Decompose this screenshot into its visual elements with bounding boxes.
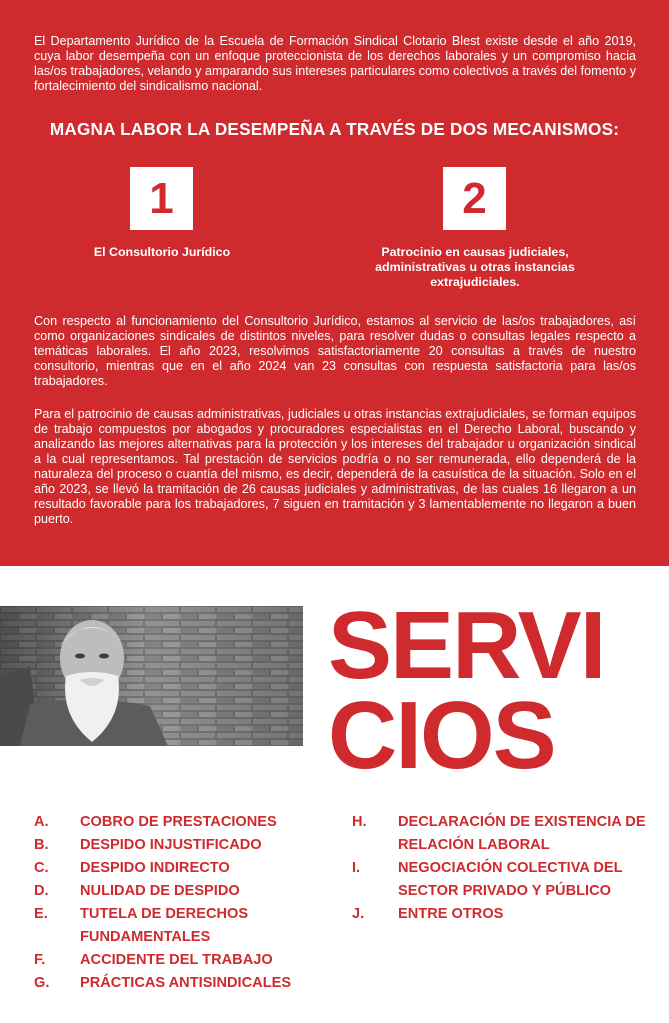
service-letter: F. [34, 952, 46, 968]
service-item [34, 903, 334, 949]
mechanism-label-consultorio: El Consultorio Jurídico [93, 245, 231, 259]
service-text: ENTRE OTROS [398, 906, 504, 922]
mechanism-number-2: 2 [443, 167, 506, 230]
service-letter: B. [34, 837, 49, 853]
service-item [34, 834, 334, 857]
intro-paragraph: El Departamento Jurídico de la Escuela de Formación Sindical Clotario Blest existe desde el año 2019, cuya labor desempeña con un enfoque proteccionista de los derechos laborales y un compromiso hacia las/os trabajadores, velando y amparando sus intereses particulares como colectivos a través del fomento y fortalecimiento del sindicalismo nacional. [34, 34, 636, 93]
service-text: NEGOCIACIÓN COLECTIVA DEL SECTOR PRIVADO Y PÚBLICO [398, 860, 623, 899]
service-letter: A. [34, 814, 49, 830]
services-list-left [34, 811, 334, 995]
elderly-man-photo [0, 606, 303, 746]
service-text: DECLARACIÓN DE EXISTENCIA DE RELACIÓN LABORAL [398, 814, 646, 853]
services-list-right [352, 811, 652, 926]
service-item [352, 811, 652, 857]
service-item [34, 880, 334, 903]
service-letter: C. [34, 860, 49, 876]
service-item [34, 811, 334, 834]
service-text: DESPIDO INDIRECTO [80, 860, 230, 876]
service-letter: D. [34, 883, 49, 899]
service-text: NULIDAD DE DESPIDO [80, 883, 240, 899]
service-letter: G. [34, 975, 50, 991]
service-item [34, 972, 334, 995]
service-letter: J. [352, 906, 365, 922]
mechanism-label-patrocinio: Patrocinio en causas judiciales, administrativas u otras instancias extrajudiciales. [375, 245, 575, 289]
service-item [352, 903, 652, 926]
patrocinio-paragraph: Para el patrocinio de causas administrativas, judiciales u otras instancias extrajudiciales, se forman equipos de trabajo compuestos por abogados y procuradores especialistas en el Derecho Laboral, buscando y analizando las mejores alternativas para la protección y los intereses del trabajador u organización sindical a la cual representamos. Tal prestación de servicios podría o no ser remunerada, ello dependerá de la naturaleza del proceso o cuantía del mismo, es decir, dependerá de la casuística de la situación. Solo en el año 2023, se llevó la tramitación de 26 causas judiciales y administrativas, de las cuales 16 llegaron a un resultado favorable para los trabajadores, 7 siguen en tramitación y 3 lamentablemente no llegaron a buen puerto. [34, 407, 636, 526]
services-title-line2: CIOS [328, 682, 555, 789]
service-letter: I. [352, 860, 361, 876]
service-text: COBRO DE PRESTACIONES [80, 814, 277, 830]
service-item [34, 949, 334, 972]
services-title-line1: SERVI [328, 592, 605, 699]
service-item [352, 857, 652, 903]
service-item [34, 857, 334, 880]
mechanisms-heading: MAGNA LABOR LA DESEMPEÑA A TRAVÉS DE DOS MECANISMOS: [49, 119, 620, 139]
service-letter: H. [352, 814, 367, 830]
service-text: DESPIDO INJUSTIFICADO [80, 837, 262, 853]
service-letter: E. [34, 906, 48, 922]
service-text: PRÁCTICAS ANTISINDICALES [80, 975, 292, 991]
mechanism-number-1: 1 [130, 167, 193, 230]
consultorio-paragraph: Con respecto al funcionamiento del Consultorio Jurídico, estamos al servicio de las/os trabajadores, así como organizaciones sindicales de distintos niveles, para resolver dudas o consultas legales respecto a temáticas laborales. El año 2023, resolvimos satisfactoriamente 20 consultas a través de nuestro consultorio, mientras que en el año 2024 van 23 consultas con respuesta satisfactoria para las/os trabajadores. [34, 314, 636, 388]
service-text: TUTELA DE DERECHOS FUNDAMENTALES [80, 906, 249, 945]
service-text: ACCIDENTE DEL TRABAJO [80, 952, 273, 968]
